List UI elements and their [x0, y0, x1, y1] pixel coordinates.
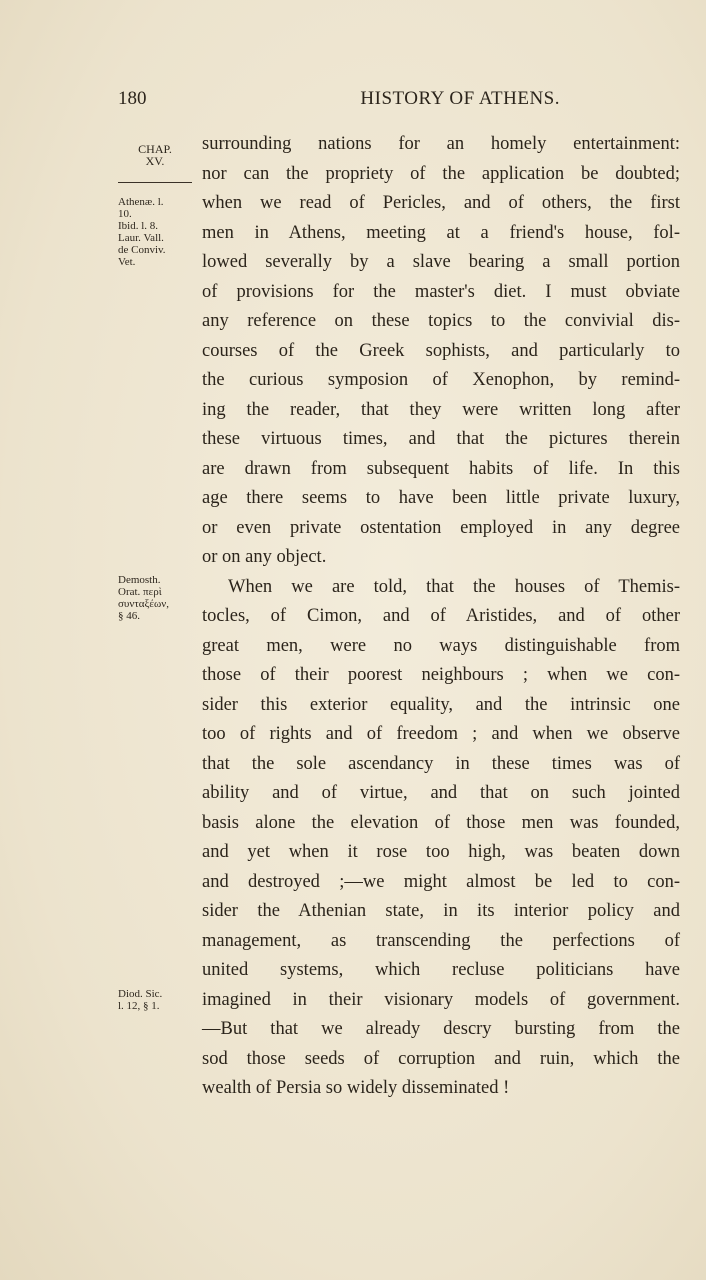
margin-note-line: de Conviv.	[118, 244, 166, 256]
text-line: ing the reader, that they were written long after	[202, 399, 680, 420]
text-line: men in Athens, meeting at a friend's house, fol-	[202, 222, 680, 243]
text-line: those of their poorest neighbours ; when we con-	[202, 665, 680, 685]
text-line: basis alone the elevation of those men was founded,	[202, 812, 680, 833]
text-line: When we are told, that the houses of Themis-	[228, 576, 680, 597]
text-line: too of rights and of freedom ; and when we observe	[202, 724, 680, 744]
margin-note-line: Athenæ. l.	[118, 196, 164, 208]
text-line: imagined in their visionary models of government.	[202, 989, 680, 1010]
text-line: sod those seeds of corruption and ruin, which the	[202, 1048, 680, 1069]
text-line: or on any object.	[202, 547, 327, 567]
text-line: united systems, which recluse politicians have	[202, 960, 680, 980]
text-line: sider the Athenian state, in its interior policy and	[202, 901, 680, 921]
text-line: nor can the propriety of the application be doubted;	[202, 163, 680, 184]
chapter-rule	[118, 182, 192, 183]
margin-note-line: § 46.	[118, 610, 140, 622]
text-line: lowed severally by a slave bearing a small portion	[202, 252, 680, 272]
text-line: sider this exterior equality, and the intrinsic one	[202, 694, 680, 715]
text-line: age there seems to have been little private luxury,	[202, 488, 680, 508]
running-title: HISTORY OF ATHENS.	[360, 88, 560, 109]
text-line: and yet when it rose too high, was beaten down	[202, 842, 680, 862]
text-line: management, as transcending the perfections of	[202, 930, 680, 951]
text-line: or even private ostentation employed in any degree	[202, 517, 680, 538]
margin-note-athenaeus	[118, 196, 198, 268]
body-text	[202, 130, 680, 1104]
text-line: and destroyed ;—we might almost be led to con-	[202, 871, 680, 892]
text-line: these virtuous times, and that the pictures therein	[202, 429, 680, 449]
margin-note-line: Vet.	[118, 256, 136, 268]
text-line: the curious symposion of Xenophon, by remind-	[202, 370, 680, 390]
page-header	[118, 88, 560, 116]
text-line: any reference on these topics to the convivial dis-	[202, 311, 680, 331]
text-line: of provisions for the master's diet. I must obviate	[202, 281, 680, 302]
margin-note-line: Demosth.	[118, 574, 161, 586]
margin-note-line: Laur. Vall.	[118, 232, 164, 244]
margin-note-line: Orat. περὶ	[118, 586, 162, 598]
page-number: 180	[118, 88, 147, 109]
margin-note-line: 10.	[118, 208, 132, 220]
text-line: courses of the Greek sophists, and particularly to	[202, 340, 680, 361]
margin-note-line: συνταξέων,	[118, 598, 170, 610]
text-line: surrounding nations for an homely entertainment:	[202, 134, 680, 154]
text-line: —But that we already descry bursting from the	[202, 1019, 680, 1039]
margin-note-line: Diod. Sic.	[118, 988, 163, 1000]
text-line: wealth of Persia so widely disseminated !	[202, 1078, 510, 1098]
margin-note-demosthenes	[118, 574, 198, 622]
chapter-number: XV.	[145, 154, 165, 168]
text-line: that the sole ascendancy in these times was of	[202, 753, 680, 774]
text-line: are drawn from subsequent habits of life. In this	[202, 458, 680, 479]
text-line: when we read of Pericles, and of others, the first	[202, 193, 680, 213]
margin-note-line: Ibid. l. 8.	[118, 220, 159, 232]
text-line: ability and of virtue, and that on such jointed	[202, 783, 680, 803]
chapter-label	[118, 143, 192, 167]
text-line: tocles, of Cimon, and of Aristides, and of other	[202, 606, 680, 626]
chapter-word: CHAP.	[138, 142, 172, 156]
margin-note-line: l. 12, § 1.	[118, 1000, 160, 1012]
margin-note-diodorus	[118, 988, 198, 1012]
text-line: great men, were no ways distinguishable from	[202, 635, 680, 656]
